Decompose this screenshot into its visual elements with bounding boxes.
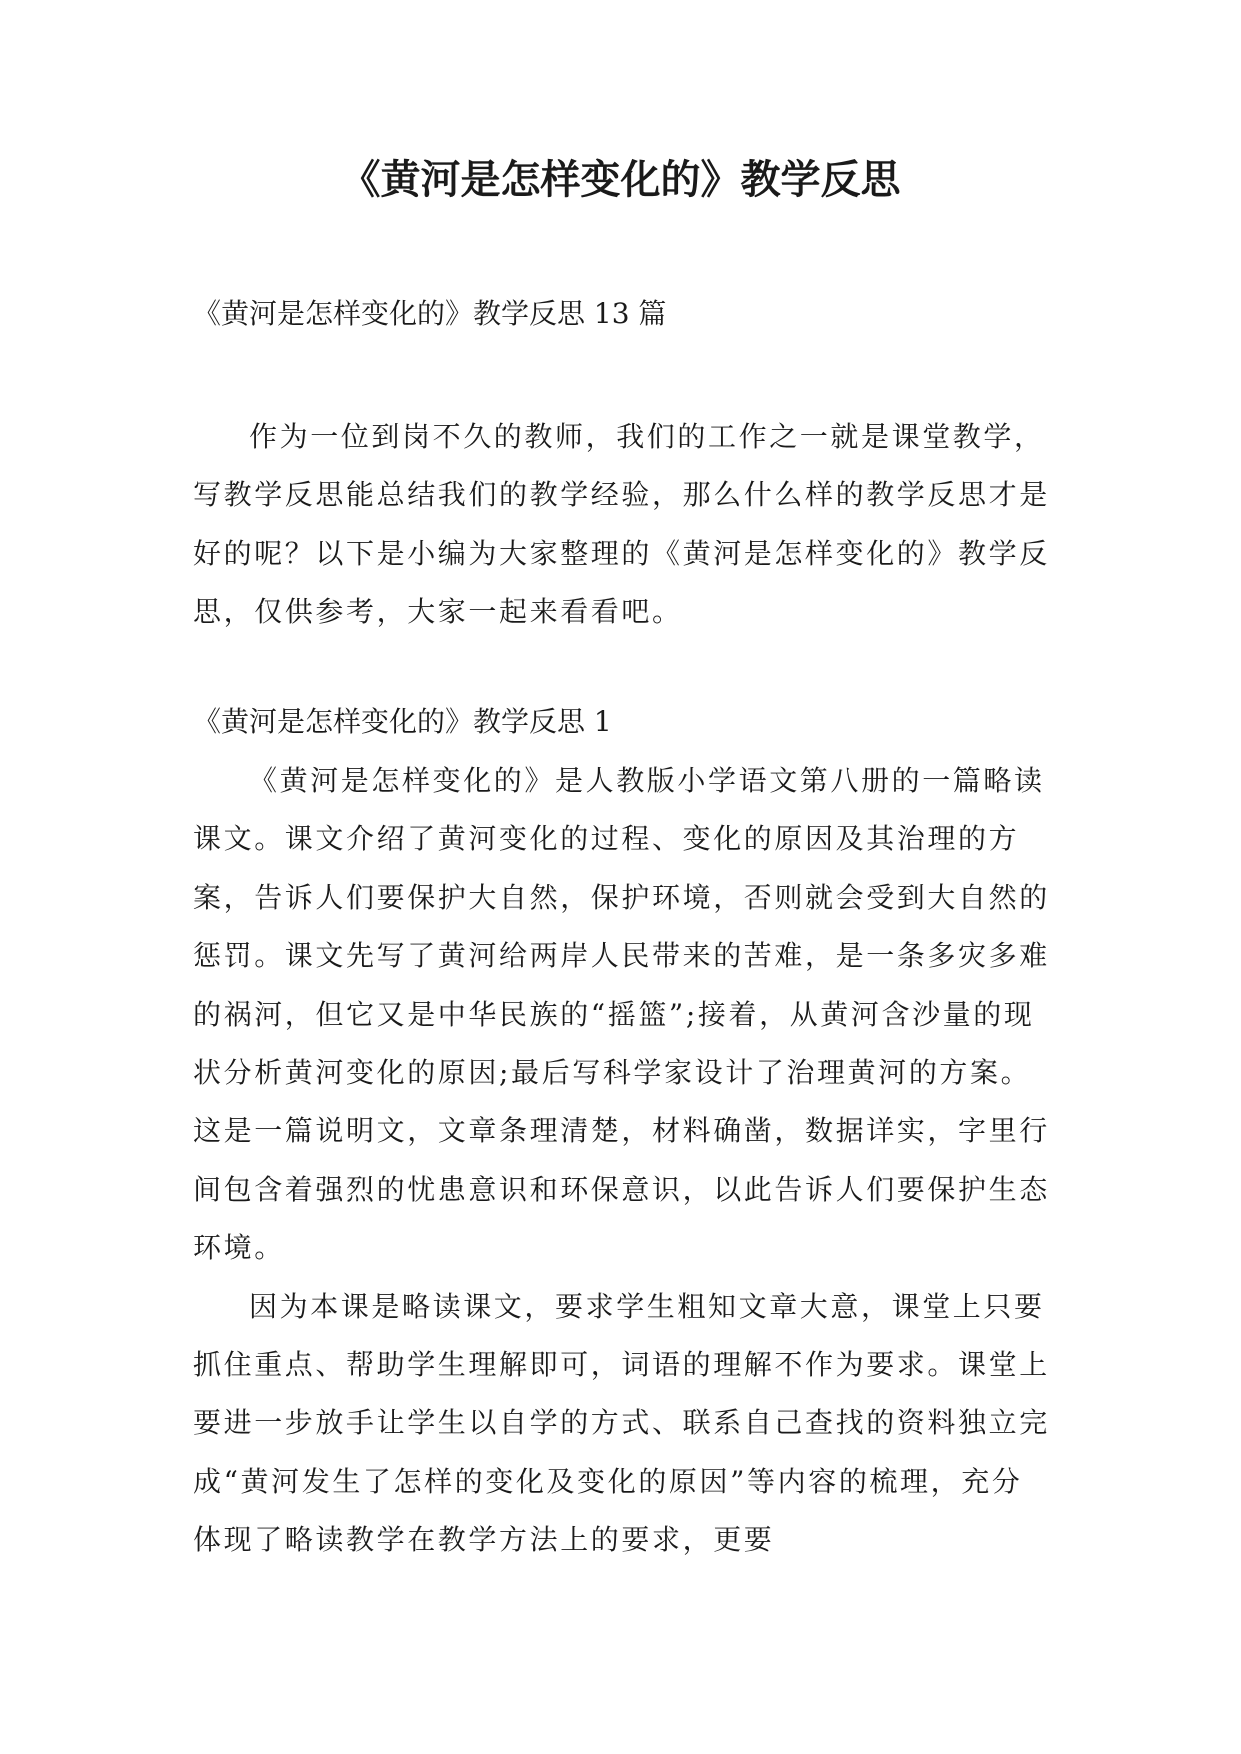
section-body bbox=[193, 752, 1053, 1692]
intro-paragraph: 作为一位到岗不久的教师，我们的工作之一就是课堂教学，写教学反思能总结我们的教学经验，那么什么样的教学反思才是好的呢？以下是小编为大家整理的《黄河是怎样变化的》教学反思，仅供参考，大家一起来看看吧。 bbox=[193, 420, 1050, 629]
section-heading: 《黄河是怎样变化的》教学反思 1 bbox=[193, 705, 612, 738]
body-paragraph: 因为本课是略读课文，要求学生粗知文章大意，课堂上只要抓住重点、帮助学生理解即可，词语的理解不作为要求。课堂上要进一步放手让学生以自学的方式、联系自己查找的资料独立完成“黄河发生了怎样的变化及变化的原因”等内容的梳理，充分体现了略读教学在教学方法上的要求，更要 bbox=[193, 1289, 1050, 1557]
document-title: 《黄河是怎样变化的》教学反思 bbox=[340, 157, 901, 203]
intro-block bbox=[193, 408, 1053, 642]
body-paragraph: 《黄河是怎样变化的》是人教版小学语文第八册的一篇略读课文。课文介绍了黄河变化的过程、变化的原因及其治理的方案，告诉人们要保护大自然，保护环境，否则就会受到大自然的惩罚。课文先写了黄河给两岸人民带来的苦难，是一条多灾多难的祸河，但它又是中华民族的“摇篮”;接着，从黄河含沙量的现状分析黄河变化的原因;最后写科学家设计了治理黄河的方案。这是一篇说明文，文章条理清楚，材料确凿，数据详实，字里行间包含着强烈的忧患意识和环保意识，以此告诉人们要保护生态环境。 bbox=[193, 764, 1050, 1265]
document-subtitle: 《黄河是怎样变化的》教学反思 13 篇 bbox=[193, 297, 667, 330]
